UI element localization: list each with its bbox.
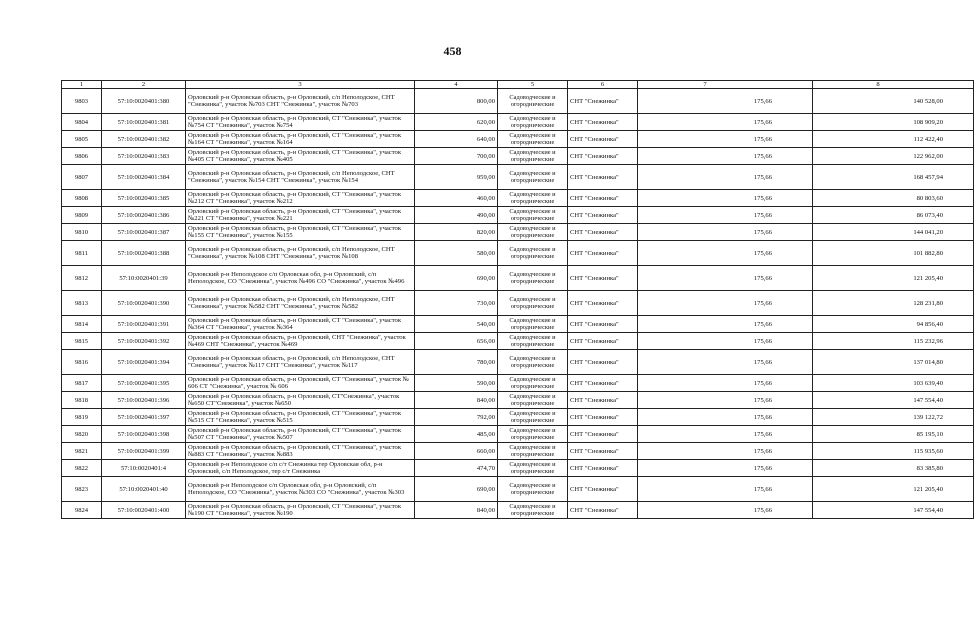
area-cell: 690,00 bbox=[415, 266, 498, 291]
land-use-cell: Садоводческие и огороднические bbox=[498, 502, 568, 519]
area-cell: 820,00 bbox=[415, 224, 498, 241]
row-number-cell: 9812 bbox=[62, 266, 102, 291]
column-header-8: 8 bbox=[813, 81, 974, 89]
area-cell: 700,00 bbox=[415, 148, 498, 165]
area-cell: 460,00 bbox=[415, 190, 498, 207]
cadastral-number-cell: 57:10:0020401:385 bbox=[102, 190, 186, 207]
rate-cell: 175,66 bbox=[638, 89, 813, 114]
cadastral-value-cell: 108 909,20 bbox=[813, 114, 974, 131]
address-cell: Орловский р-н Орловская область, р-н Орловский, СТ "Снежинка", участок №515 СТ "Снежинка", участок №515 bbox=[186, 409, 415, 426]
cadastral-number-cell: 57:10:0020401:395 bbox=[102, 375, 186, 392]
land-use-cell: Садоводческие и огороднические bbox=[498, 190, 568, 207]
address-cell: Орловский р-н Орловская область, р-н Орловский, СТ "Снежинка", участок №190 СТ "Снежинка", участок №190 bbox=[186, 502, 415, 519]
rate-cell: 175,66 bbox=[638, 375, 813, 392]
organization-cell: СНТ "Снежинка" bbox=[568, 165, 638, 190]
register-body bbox=[62, 89, 974, 519]
address-cell: Орловский р-н Орловская область, р-н Орловский, СТ "Снежинка", участок №155 СТ "Снежинка", участок №155 bbox=[186, 224, 415, 241]
row-number-cell: 9811 bbox=[62, 241, 102, 266]
cadastral-number-cell: 57:10:0020401:381 bbox=[102, 114, 186, 131]
address-cell: Орловский р-н Орловская область, р-н Орловский, СТ "Снежинка", участок №883 СТ "Снежинка", участок №883 bbox=[186, 443, 415, 460]
cadastral-number-cell: 57:10:0020401:390 bbox=[102, 291, 186, 316]
address-cell: Орловский р-н Орловская область, р-н Орловский, СТ "Снежинка", участок №405 СТ "Снежинка", участок №405 bbox=[186, 148, 415, 165]
rate-cell: 175,66 bbox=[638, 392, 813, 409]
organization-cell: СНТ "Снежинка" bbox=[568, 316, 638, 333]
land-use-cell: Садоводческие и огороднические bbox=[498, 409, 568, 426]
organization-cell: СНТ "Снежинка" bbox=[568, 131, 638, 148]
column-header-5: 5 bbox=[498, 81, 568, 89]
table-row bbox=[62, 224, 974, 241]
column-header-6: 6 bbox=[568, 81, 638, 89]
organization-cell: СНТ "Снежинка" bbox=[568, 477, 638, 502]
cadastral-value-cell: 86 073,40 bbox=[813, 207, 974, 224]
row-number-cell: 9823 bbox=[62, 477, 102, 502]
land-register-table bbox=[61, 80, 974, 519]
cadastral-number-cell: 57:10:0020401:392 bbox=[102, 333, 186, 350]
rate-cell: 175,66 bbox=[638, 502, 813, 519]
area-cell: 780,00 bbox=[415, 350, 498, 375]
table-row bbox=[62, 190, 974, 207]
organization-cell: СНТ "Снежинка" bbox=[568, 241, 638, 266]
cadastral-number-cell: 57:10:0020401:39 bbox=[102, 266, 186, 291]
rate-cell: 175,66 bbox=[638, 333, 813, 350]
cadastral-value-cell: 101 882,80 bbox=[813, 241, 974, 266]
row-number-cell: 9809 bbox=[62, 207, 102, 224]
organization-cell: СНТ "Снежинка" bbox=[568, 350, 638, 375]
column-header-3: 3 bbox=[186, 81, 415, 89]
land-use-cell: Садоводческие и огороднические bbox=[498, 266, 568, 291]
organization-cell: СНТ "Снежинка" bbox=[568, 114, 638, 131]
cadastral-value-cell: 121 205,40 bbox=[813, 266, 974, 291]
cadastral-number-cell: 57:10:0020401:388 bbox=[102, 241, 186, 266]
land-use-cell: Садоводческие и огороднические bbox=[498, 316, 568, 333]
table-row bbox=[62, 460, 974, 477]
organization-cell: СНТ "Снежинка" bbox=[568, 190, 638, 207]
address-cell: Орловский р-н Орловская область, р-н Орловский, с/п Неполодское, СНТ "Снежинка", участок №108 СНТ "Снежинка", участок №108 bbox=[186, 241, 415, 266]
cadastral-value-cell: 94 856,40 bbox=[813, 316, 974, 333]
cadastral-number-cell: 57:10:0020401:40 bbox=[102, 477, 186, 502]
area-cell: 490,00 bbox=[415, 207, 498, 224]
land-use-cell: Садоводческие и огороднические bbox=[498, 131, 568, 148]
cadastral-value-cell: 128 231,80 bbox=[813, 291, 974, 316]
rate-cell: 175,66 bbox=[638, 207, 813, 224]
cadastral-value-cell: 115 232,96 bbox=[813, 333, 974, 350]
rate-cell: 175,66 bbox=[638, 224, 813, 241]
cadastral-value-cell: 144 041,20 bbox=[813, 224, 974, 241]
area-cell: 485,00 bbox=[415, 426, 498, 443]
cadastral-value-cell: 115 935,60 bbox=[813, 443, 974, 460]
table-row bbox=[62, 392, 974, 409]
row-number-cell: 9803 bbox=[62, 89, 102, 114]
row-number-cell: 9815 bbox=[62, 333, 102, 350]
rate-cell: 175,66 bbox=[638, 241, 813, 266]
rate-cell: 175,66 bbox=[638, 148, 813, 165]
cadastral-value-cell: 122 962,00 bbox=[813, 148, 974, 165]
table-row bbox=[62, 291, 974, 316]
address-cell: Орловский р-н Орловская область, р-н Орловский, с/п Неполодское, СНТ "Снежинка", участок №154 СНТ "Снежинка", участок №154 bbox=[186, 165, 415, 190]
column-number-header bbox=[62, 81, 974, 89]
rate-cell: 175,66 bbox=[638, 291, 813, 316]
organization-cell: СНТ "Снежинка" bbox=[568, 148, 638, 165]
land-use-cell: Садоводческие и огороднические bbox=[498, 148, 568, 165]
land-use-cell: Садоводческие и огороднические bbox=[498, 89, 568, 114]
land-use-cell: Садоводческие и огороднические bbox=[498, 207, 568, 224]
cadastral-value-cell: 112 422,40 bbox=[813, 131, 974, 148]
organization-cell: СНТ "Снежинка" bbox=[568, 375, 638, 392]
rate-cell: 175,66 bbox=[638, 409, 813, 426]
table-row bbox=[62, 131, 974, 148]
table-row bbox=[62, 114, 974, 131]
cadastral-value-cell: 85 195,10 bbox=[813, 426, 974, 443]
rate-cell: 175,66 bbox=[638, 165, 813, 190]
address-cell: Орловский р-н Неполодское с/п Орловская обл, р-н Орловский, с/п Неполодское, СО "Снежинка", участок №303 СО "Снежинка", участок №303 bbox=[186, 477, 415, 502]
rate-cell: 175,66 bbox=[638, 460, 813, 477]
cadastral-number-cell: 57:10:0020401:387 bbox=[102, 224, 186, 241]
table-row bbox=[62, 502, 974, 519]
cadastral-value-cell: 139 122,72 bbox=[813, 409, 974, 426]
land-use-cell: Садоводческие и огороднические bbox=[498, 375, 568, 392]
rate-cell: 175,66 bbox=[638, 131, 813, 148]
address-cell: Орловский р-н Орловская область, р-н Орловский, СТ "Снежинка", участок №754 СТ "Снежинка", участок №754 bbox=[186, 114, 415, 131]
rate-cell: 175,66 bbox=[638, 426, 813, 443]
address-cell: Орловский р-н Орловская область, р-н Орловский, с/п Неполодское, СНТ "Снежинка", участок №703 СНТ "Снежинка", участок №703 bbox=[186, 89, 415, 114]
column-header-4: 4 bbox=[415, 81, 498, 89]
organization-cell: СНТ "Снежинка" bbox=[568, 207, 638, 224]
table-row bbox=[62, 409, 974, 426]
organization-cell: СНТ "Снежинка" bbox=[568, 426, 638, 443]
area-cell: 800,00 bbox=[415, 89, 498, 114]
table-row bbox=[62, 266, 974, 291]
table-row bbox=[62, 375, 974, 392]
cadastral-number-cell: 57:10:0020401:399 bbox=[102, 443, 186, 460]
address-cell: Орловский р-н Орловская область, р-н Орловский, с/п Неполодское, СНТ "Снежинка", участок №117 СНТ "Снежинка", участок №117 bbox=[186, 350, 415, 375]
table-row bbox=[62, 165, 974, 190]
area-cell: 656,00 bbox=[415, 333, 498, 350]
cadastral-number-cell: 57:10:0020401:394 bbox=[102, 350, 186, 375]
area-cell: 590,00 bbox=[415, 375, 498, 392]
address-cell: Орловский р-н Орловская область, р-н Орловский, СТ "Снежинка", участок №221 СТ "Снежинка", участок №221 bbox=[186, 207, 415, 224]
area-cell: 640,00 bbox=[415, 131, 498, 148]
row-number-cell: 9805 bbox=[62, 131, 102, 148]
organization-cell: СНТ "Снежинка" bbox=[568, 291, 638, 316]
land-use-cell: Садоводческие и огороднические bbox=[498, 477, 568, 502]
land-use-cell: Садоводческие и огороднические bbox=[498, 350, 568, 375]
row-number-cell: 9820 bbox=[62, 426, 102, 443]
address-cell: Орловский р-н Орловская область, р-н Орловский, СТ "Снежинка", участок № 606 СТ "Снежинка", участок № 606 bbox=[186, 375, 415, 392]
cadastral-value-cell: 147 554,40 bbox=[813, 392, 974, 409]
table-row bbox=[62, 316, 974, 333]
row-number-cell: 9808 bbox=[62, 190, 102, 207]
rate-cell: 175,66 bbox=[638, 350, 813, 375]
row-number-cell: 9822 bbox=[62, 460, 102, 477]
cadastral-value-cell: 140 528,00 bbox=[813, 89, 974, 114]
row-number-cell: 9810 bbox=[62, 224, 102, 241]
table-row bbox=[62, 148, 974, 165]
address-cell: Орловский р-н Орловская область, р-н Орловский, СТ "Снежинка", участок №507 СТ "Снежинка", участок №507 bbox=[186, 426, 415, 443]
organization-cell: СНТ "Снежинка" bbox=[568, 502, 638, 519]
row-number-cell: 9806 bbox=[62, 148, 102, 165]
cadastral-number-cell: 57:10:0020401:397 bbox=[102, 409, 186, 426]
land-use-cell: Садоводческие и огороднические bbox=[498, 333, 568, 350]
area-cell: 690,00 bbox=[415, 477, 498, 502]
organization-cell: СНТ "Снежинка" bbox=[568, 460, 638, 477]
cadastral-value-cell: 103 639,40 bbox=[813, 375, 974, 392]
land-use-cell: Садоводческие и огороднические bbox=[498, 241, 568, 266]
rate-cell: 175,66 bbox=[638, 114, 813, 131]
organization-cell: СНТ "Снежинка" bbox=[568, 224, 638, 241]
area-cell: 660,00 bbox=[415, 443, 498, 460]
row-number-cell: 9804 bbox=[62, 114, 102, 131]
address-cell: Орловский р-н Орловская область, р-н Орловский, СТ "Снежинка", участок №164 СТ "Снежинка", участок №164 bbox=[186, 131, 415, 148]
cadastral-number-cell: 57:10:0020401:384 bbox=[102, 165, 186, 190]
rate-cell: 175,66 bbox=[638, 477, 813, 502]
column-header-7: 7 bbox=[638, 81, 813, 89]
row-number-cell: 9816 bbox=[62, 350, 102, 375]
land-use-cell: Садоводческие и огороднические bbox=[498, 392, 568, 409]
organization-cell: СНТ "Снежинка" bbox=[568, 443, 638, 460]
cadastral-number-cell: 57:10:0020401:380 bbox=[102, 89, 186, 114]
table-row bbox=[62, 241, 974, 266]
table-row bbox=[62, 426, 974, 443]
organization-cell: СНТ "Снежинка" bbox=[568, 89, 638, 114]
table-row bbox=[62, 443, 974, 460]
cadastral-value-cell: 83 385,80 bbox=[813, 460, 974, 477]
organization-cell: СНТ "Снежинка" bbox=[568, 266, 638, 291]
cadastral-value-cell: 121 205,40 bbox=[813, 477, 974, 502]
address-cell: Орловский р-н Неполодское с/п с/т Снежинка тер Орловская обл, р-н Орловский, с/п Неполодское, тер с/т Снежинка bbox=[186, 460, 415, 477]
row-number-cell: 9821 bbox=[62, 443, 102, 460]
row-number-cell: 9819 bbox=[62, 409, 102, 426]
cadastral-number-cell: 57:10:0020401:383 bbox=[102, 148, 186, 165]
address-cell: Орловский р-н Орловская область, р-н Орловский, СТ "Снежинка", участок №212 СТ "Снежинка", участок №212 bbox=[186, 190, 415, 207]
cadastral-number-cell: 57:10:0020401:398 bbox=[102, 426, 186, 443]
address-cell: Орловский р-н Орловская область, р-н Орловский, СТ"Снежинка", участок №650 СТ"Снежинка", участок №650 bbox=[186, 392, 415, 409]
land-use-cell: Садоводческие и огороднические bbox=[498, 224, 568, 241]
organization-cell: СНТ "Снежинка" bbox=[568, 392, 638, 409]
area-cell: 840,00 bbox=[415, 502, 498, 519]
rate-cell: 175,66 bbox=[638, 443, 813, 460]
address-cell: Орловский р-н Орловская область, р-н Орловский, СТ "Снежинка", участок №364 СТ "Снежинка", участок №364 bbox=[186, 316, 415, 333]
address-cell: Орловский р-н Неполодское с/п Орловская обл, р-н Орловский, с/п Неполодское, СО "Снежинка", участок №496 СО "Снежинка", участок №496 bbox=[186, 266, 415, 291]
column-header-2: 2 bbox=[102, 81, 186, 89]
area-cell: 620,00 bbox=[415, 114, 498, 131]
area-cell: 959,00 bbox=[415, 165, 498, 190]
row-number-cell: 9814 bbox=[62, 316, 102, 333]
table-row bbox=[62, 207, 974, 224]
land-use-cell: Садоводческие и огороднические bbox=[498, 426, 568, 443]
row-number-cell: 9824 bbox=[62, 502, 102, 519]
area-cell: 730,00 bbox=[415, 291, 498, 316]
row-number-cell: 9807 bbox=[62, 165, 102, 190]
row-number-cell: 9813 bbox=[62, 291, 102, 316]
cadastral-value-cell: 168 457,94 bbox=[813, 165, 974, 190]
table-row bbox=[62, 350, 974, 375]
cadastral-value-cell: 137 014,80 bbox=[813, 350, 974, 375]
page-number: 458 bbox=[443, 44, 462, 58]
cadastral-number-cell: 57:10:0020401:400 bbox=[102, 502, 186, 519]
row-number-cell: 9817 bbox=[62, 375, 102, 392]
table-row bbox=[62, 89, 974, 114]
area-cell: 580,00 bbox=[415, 241, 498, 266]
land-use-cell: Садоводческие и огороднические bbox=[498, 443, 568, 460]
column-header-1: 1 bbox=[62, 81, 102, 89]
address-cell: Орловский р-н Орловская область, р-н Орловский, с/п Неполодское, СНТ "Снежинка", участок №582 СНТ "Снежинка", участок №582 bbox=[186, 291, 415, 316]
rate-cell: 175,66 bbox=[638, 266, 813, 291]
cadastral-number-cell: 57:10:0020401:4 bbox=[102, 460, 186, 477]
cadastral-number-cell: 57:10:0020401:382 bbox=[102, 131, 186, 148]
rate-cell: 175,66 bbox=[638, 190, 813, 207]
cadastral-number-cell: 57:10:0020401:386 bbox=[102, 207, 186, 224]
area-cell: 840,00 bbox=[415, 392, 498, 409]
rate-cell: 175,66 bbox=[638, 316, 813, 333]
cadastral-value-cell: 80 803,60 bbox=[813, 190, 974, 207]
land-use-cell: Садоводческие и огороднические bbox=[498, 165, 568, 190]
organization-cell: СНТ "Снежинка" bbox=[568, 333, 638, 350]
land-use-cell: Садоводческие и огороднические bbox=[498, 114, 568, 131]
area-cell: 540,00 bbox=[415, 316, 498, 333]
table-row bbox=[62, 477, 974, 502]
row-number-cell: 9818 bbox=[62, 392, 102, 409]
cadastral-number-cell: 57:10:0020401:391 bbox=[102, 316, 186, 333]
cadastral-value-cell: 147 554,40 bbox=[813, 502, 974, 519]
address-cell: Орловский р-н Орловская область, р-н Орловский, СНТ "Снежинка", участок №469 СНТ "Снежинка", участок №469 bbox=[186, 333, 415, 350]
table-row bbox=[62, 333, 974, 350]
land-use-cell: Садоводческие и огороднические bbox=[498, 291, 568, 316]
area-cell: 792,00 bbox=[415, 409, 498, 426]
organization-cell: СНТ "Снежинка" bbox=[568, 409, 638, 426]
cadastral-number-cell: 57:10:0020401:396 bbox=[102, 392, 186, 409]
land-use-cell: Садоводческие и огороднические bbox=[498, 460, 568, 477]
area-cell: 474,70 bbox=[415, 460, 498, 477]
